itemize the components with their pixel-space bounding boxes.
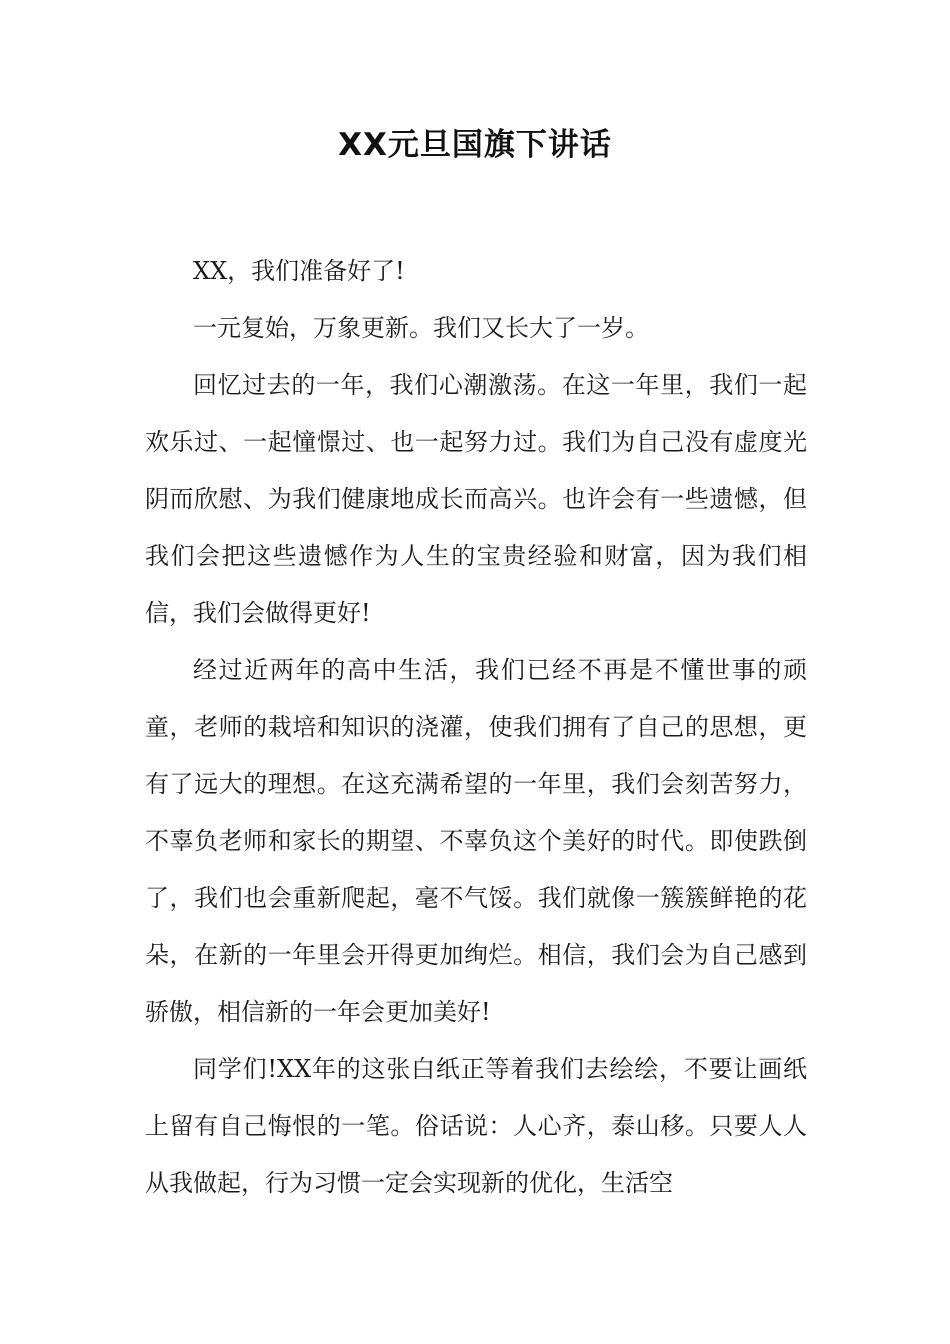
paragraph-growth: 经过近两年的高中生活，我们已经不再是不懂世事的顽童，老师的栽培和知识的浇灌，使我们拥有了自己的思想，更有了远大的理想。在这充满希望的一年里，我们会刻苦努力，不辜负老师和家长的期望、不辜负这个美好的时代。即使跌倒了，我们也会重新爬起，毫不气馁。我们就像一簇簇鲜艳的花朵，在新的一年里会开得更加绚烂。相信，我们会为自己感到骄傲，相信新的一年会更加美好! [145,656,807,1026]
paragraph-reflection: 回忆过去的一年，我们心潮激荡。在这一年里，我们一起欢乐过、一起憧憬过、也一起努力过。我们为自己没有虚度光阴而欣慰、为我们健康地成长而高兴。也许会有一些遗憾，但我们会把这些遗憾作为人生的宝贵经验和财富，因为我们相信，我们会做得更好! [145,371,807,627]
document-body [145,243,807,1212]
paragraph-new-year: 一元复始，万象更新。我们又长大了一岁。 [193,314,649,342]
paragraph-greeting: XX，我们准备好了! [193,257,405,285]
paragraph-call-to-action: 同学们!XX年的这张白纸正等着我们去绘绘，不要让画纸上留有自己悔恨的一笔。俗话说：人心齐，泰山移。只要人人从我做起，行为习惯一定会实现新的优化，生活空 [145,1055,807,1197]
document-title: XX元旦国旗下讲话 [338,127,612,163]
